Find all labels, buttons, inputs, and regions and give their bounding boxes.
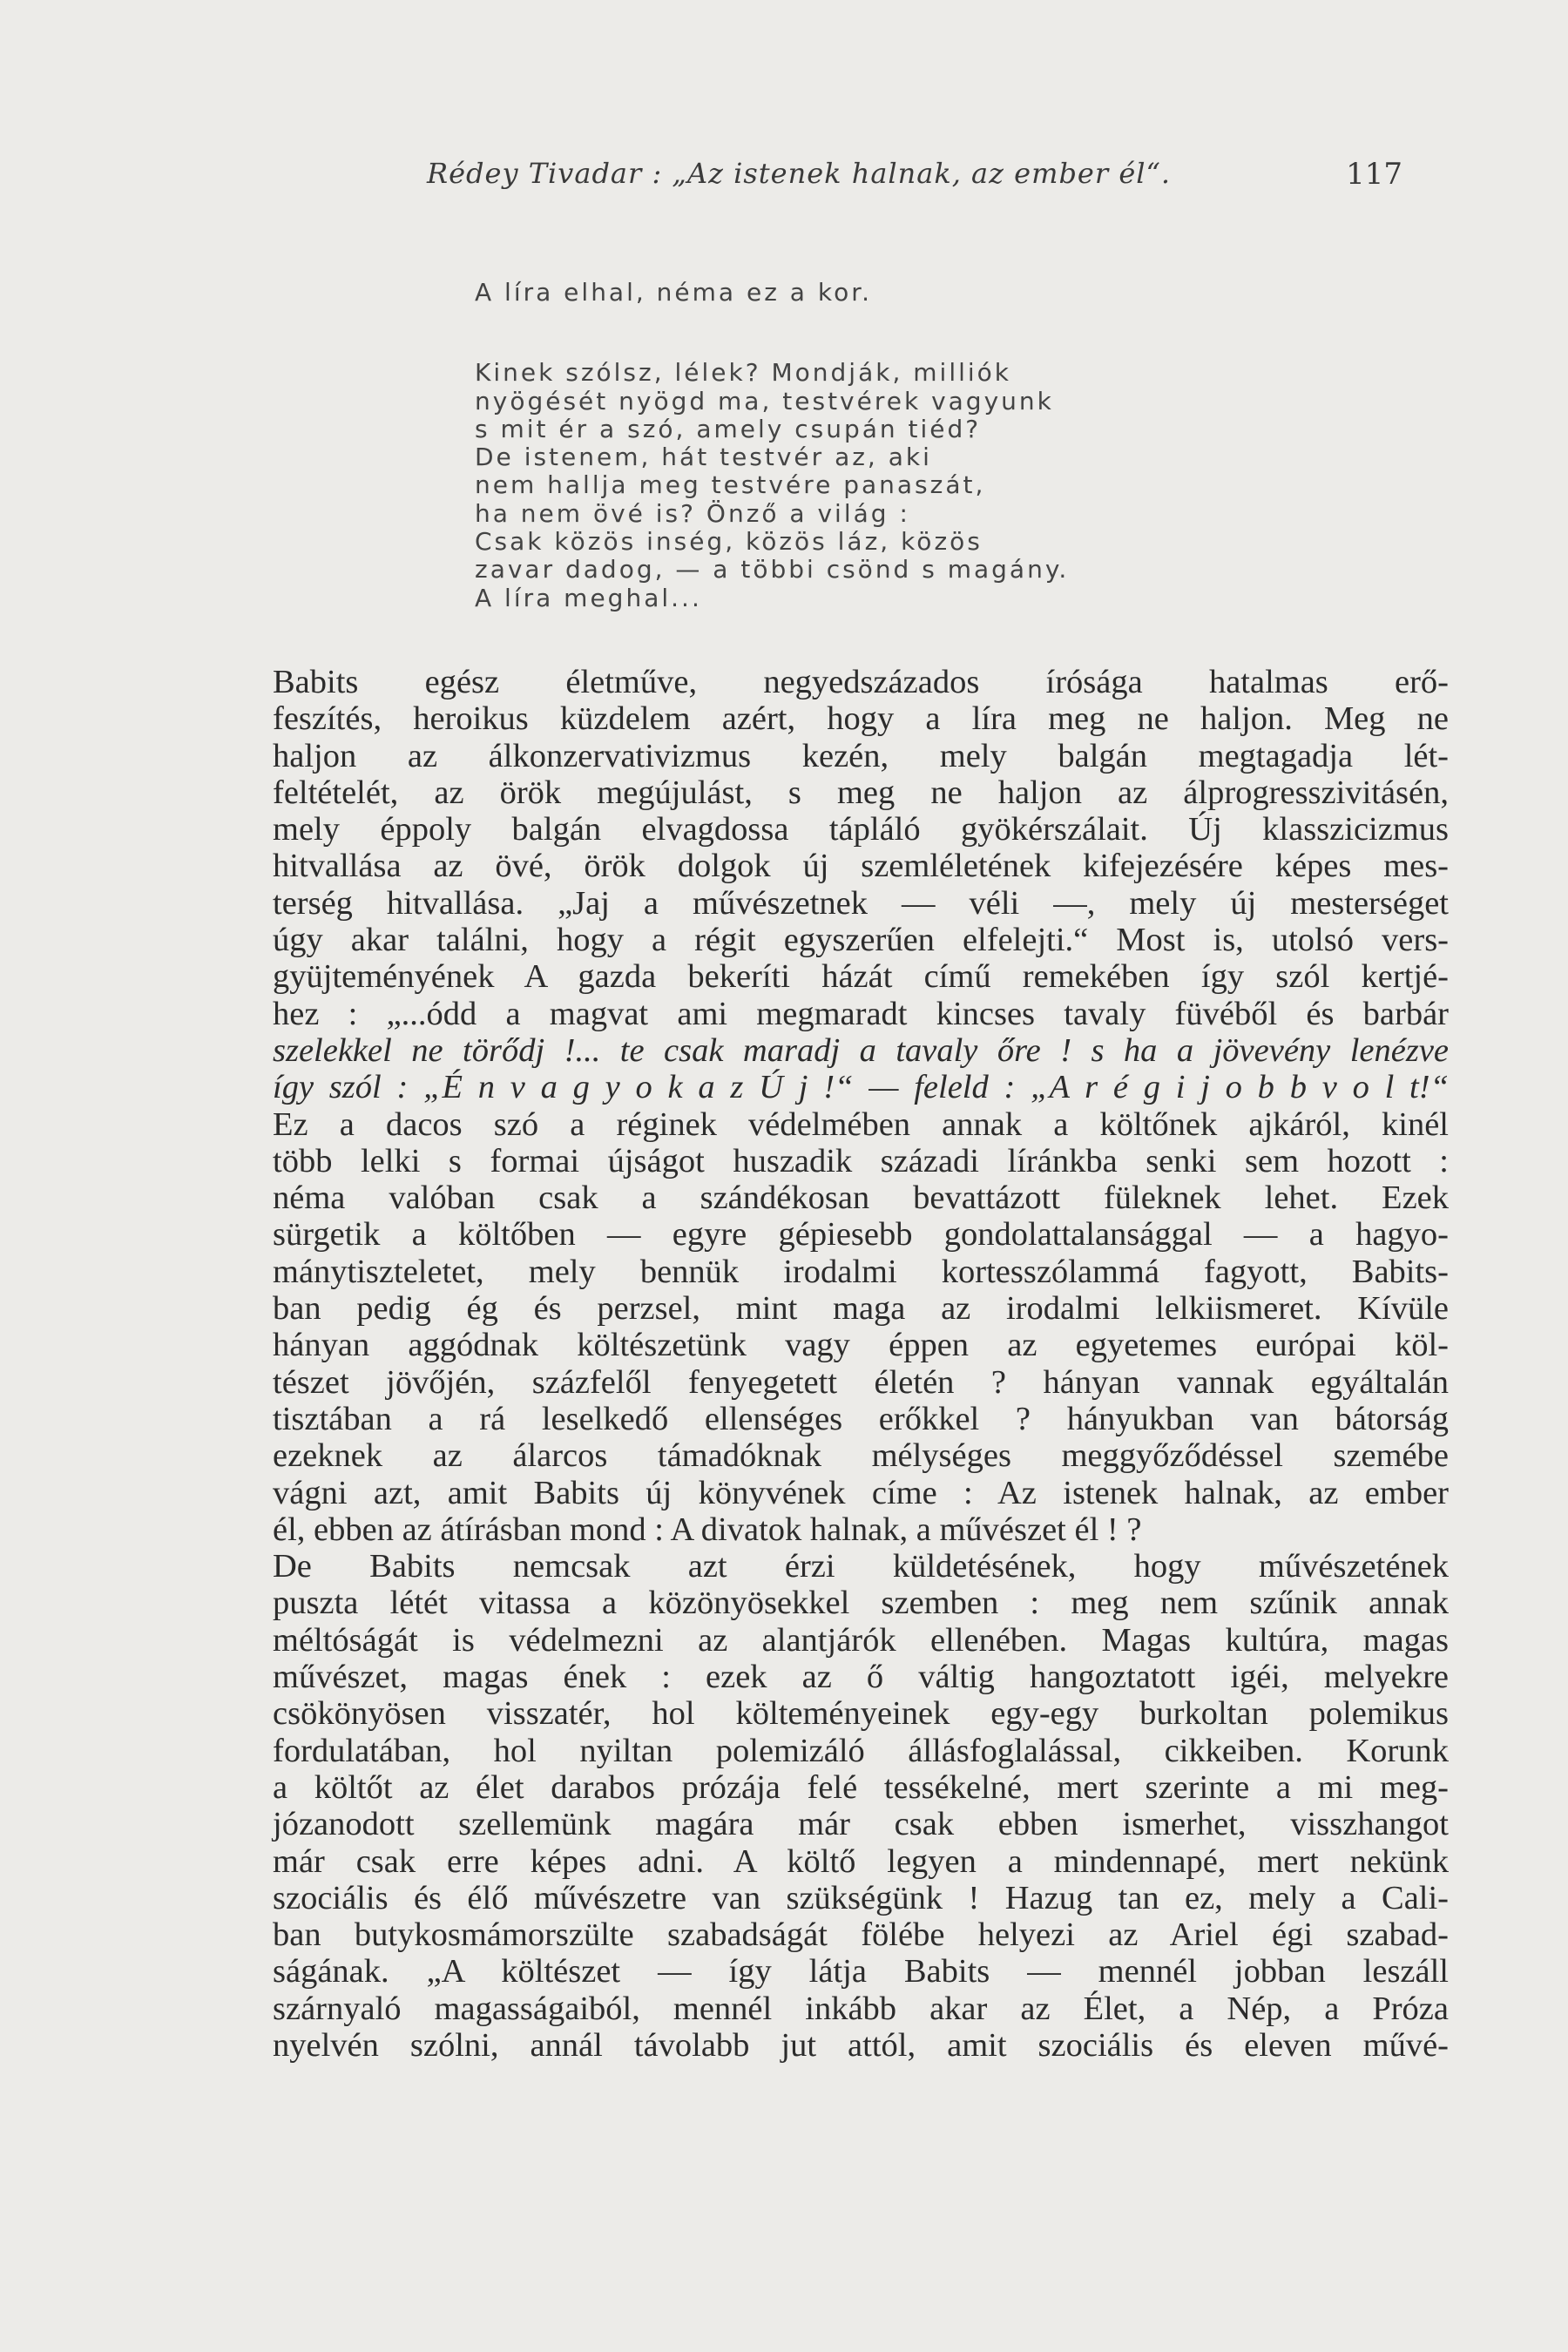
text-line: vágni azt, amit Babits új könyvének címe : Az istenek halnak, az ember [273, 1474, 1449, 1511]
poem-line: ha nem övé is? Önző a világ : [475, 498, 910, 528]
text-line: úgy akar találni, hogy a régit egyszerűen elfelejti.“ Most is, utolsó vers- [273, 922, 1449, 959]
text-line: Babits egész életműve, negyedszázados írósága hatalmas erő- [273, 664, 1449, 700]
paragraph-1 [273, 664, 1449, 1548]
poem-line: nyögését nyögd ma, testvérek vagyunk [475, 386, 1054, 416]
text-line: Ez a dacos szó a réginek védelmében annak a költőnek ajkáról, kinél [273, 1105, 1449, 1143]
text-line: puszta létét vitassa a közönyösekkel szemben : meg nem szűnik annak [273, 1585, 1449, 1622]
text-line: gyüjteményének A gazda bekeríti házát című remekében így szól kertjé- [273, 958, 1449, 996]
text-line: tészet jövőjén, százfelől fenyegetett életén ? hányan vannak egyáltalán [273, 1363, 1449, 1401]
text-line: így szól : „É n v a g y o k a z Ú j !“ — feleld : „A r é g i j o b b v o l t!“ [273, 1069, 1449, 1106]
text-line: ban butykosmámorszülte szabadságát fölébe helyezi az Ariel égi szabad- [273, 1916, 1449, 1954]
poem-line: Csak közös inség, közös láz, közös [475, 527, 983, 557]
text-line: a költőt az élet darabos prózája felé tessékelné, mert szerinte a mi meg- [273, 1768, 1449, 1806]
text-line: él, ebben az átírásban mond : A divatok halnak, a művészet él ! ? [273, 1511, 1142, 1548]
poem-quotation [475, 279, 1259, 612]
text-line: ságának. „A költészet — így látja Babits — mennél jobban leszáll [273, 1953, 1449, 1990]
text-line: feszítés, heroikus küzdelem azért, hogy a líra meg ne haljon. Meg ne [273, 700, 1449, 738]
text-line: több lelki s formai újságot huszadik századi líránkba senki sem hozott : [273, 1142, 1449, 1179]
text-line: hez : „...ódd a magvat ami megmaradt kincses tavaly füvéből és barbár [273, 995, 1449, 1032]
poem-line: A líra meghal... [475, 583, 702, 612]
running-title: Rédey Tivadar : „Az istenek halnak, az ember él“. [427, 157, 1172, 190]
page-number: 117 [1346, 157, 1402, 192]
text-line: ban pedig ég és perzsel, mint maga az irodalmi lelkiismeret. Kívüle [273, 1290, 1449, 1328]
text-line: már csak erre képes adni. A költő legyen a mindennapé, mert nekünk [273, 1842, 1449, 1880]
poem-line: Kinek szólsz, lélek? Mondják, milliók [475, 358, 1011, 388]
poem-line: De istenem, hát testvér az, aki [475, 443, 932, 472]
text-line: terség hitvallása. „Jaj a művészetnek — véli —, mely új mesterséget [273, 884, 1449, 922]
text-line: hitvallása az övé, örök dolgok új szemléletének kifejezésére képes mes- [273, 848, 1449, 885]
text-line: szelekkel ne törődj !... te csak maradj a tavaly őre ! s ha a jövevény lenézve [273, 1031, 1449, 1069]
paragraph-2 [273, 1548, 1449, 2064]
text-line: józanodott szellemünk magára már csak ebben ismerhet, visszhangot [273, 1806, 1449, 1843]
running-header [427, 157, 1402, 200]
poem-line: zavar dadog, — a többi csönd s magány. [475, 555, 1070, 585]
text-line: feltételét, az örök megújulást, s meg ne haljon az álprogresszivitásén, [273, 774, 1449, 811]
text-line: csökönyösen visszatér, hol költeményeinek egy-egy burkoltan polemikus [273, 1695, 1449, 1733]
text-line: mely éppoly balgán elvagdossa tápláló gyökérszálait. Új klasszicizmus [273, 811, 1449, 848]
text-line: De Babits nemcsak azt érzi küldetésének, hogy művészetének [273, 1548, 1449, 1585]
text-line: haljon az álkonzervativizmus kezén, mely balgán megtagadja lét- [273, 737, 1449, 774]
text-line: művészet, magas ének : ezek az ő váltig hangoztatott igéi, melyekre [273, 1659, 1449, 1696]
text-line: hányan aggódnak költészetünk vagy éppen az egyetemes európai köl- [273, 1327, 1449, 1364]
text-line: szárnyaló magasságaiból, mennél inkább akar az Élet, a Nép, a Próza [273, 1990, 1449, 2027]
text-line: nyelvén szólni, annál távolabb jut attól, amit szociális és eleven művé- [273, 2026, 1449, 2064]
poem-line: s mit ér a szó, amely csupán tiéd? [475, 414, 982, 443]
poem-line: nem hallja meg testvére panaszát, [475, 470, 986, 500]
text-line: fordulatában, hol nyiltan polemizáló állásfoglalással, cikkeiben. Korunk [273, 1732, 1449, 1769]
text-line: néma valóban csak a szándékosan bevattázott füleknek lehet. Ezek [273, 1179, 1449, 1217]
text-line: szociális és élő művészetre van szükségünk ! Hazug tan ez, mely a Cali- [273, 1879, 1449, 1916]
text-line: mánytiszteletet, mely bennük irodalmi kortesszólammá fagyott, Babits- [273, 1253, 1449, 1290]
text-line: méltóságát is védelmezni az alantjárók ellenében. Magas kultúra, magas [273, 1621, 1449, 1659]
text-line: tisztában a rá leselkedő ellenséges erőkkel ? hányukban van bátorság [273, 1400, 1449, 1437]
text-line: sürgetik a költőben — egyre gépiesebb gondolattalansággal — a hagyo- [273, 1216, 1449, 1254]
text-line: ezeknek az álarcos támadóknak mélységes meggyőződéssel szemébe [273, 1437, 1449, 1475]
body-text [273, 664, 1449, 2064]
poem-line: A líra elhal, néma ez a kor. [475, 278, 873, 307]
